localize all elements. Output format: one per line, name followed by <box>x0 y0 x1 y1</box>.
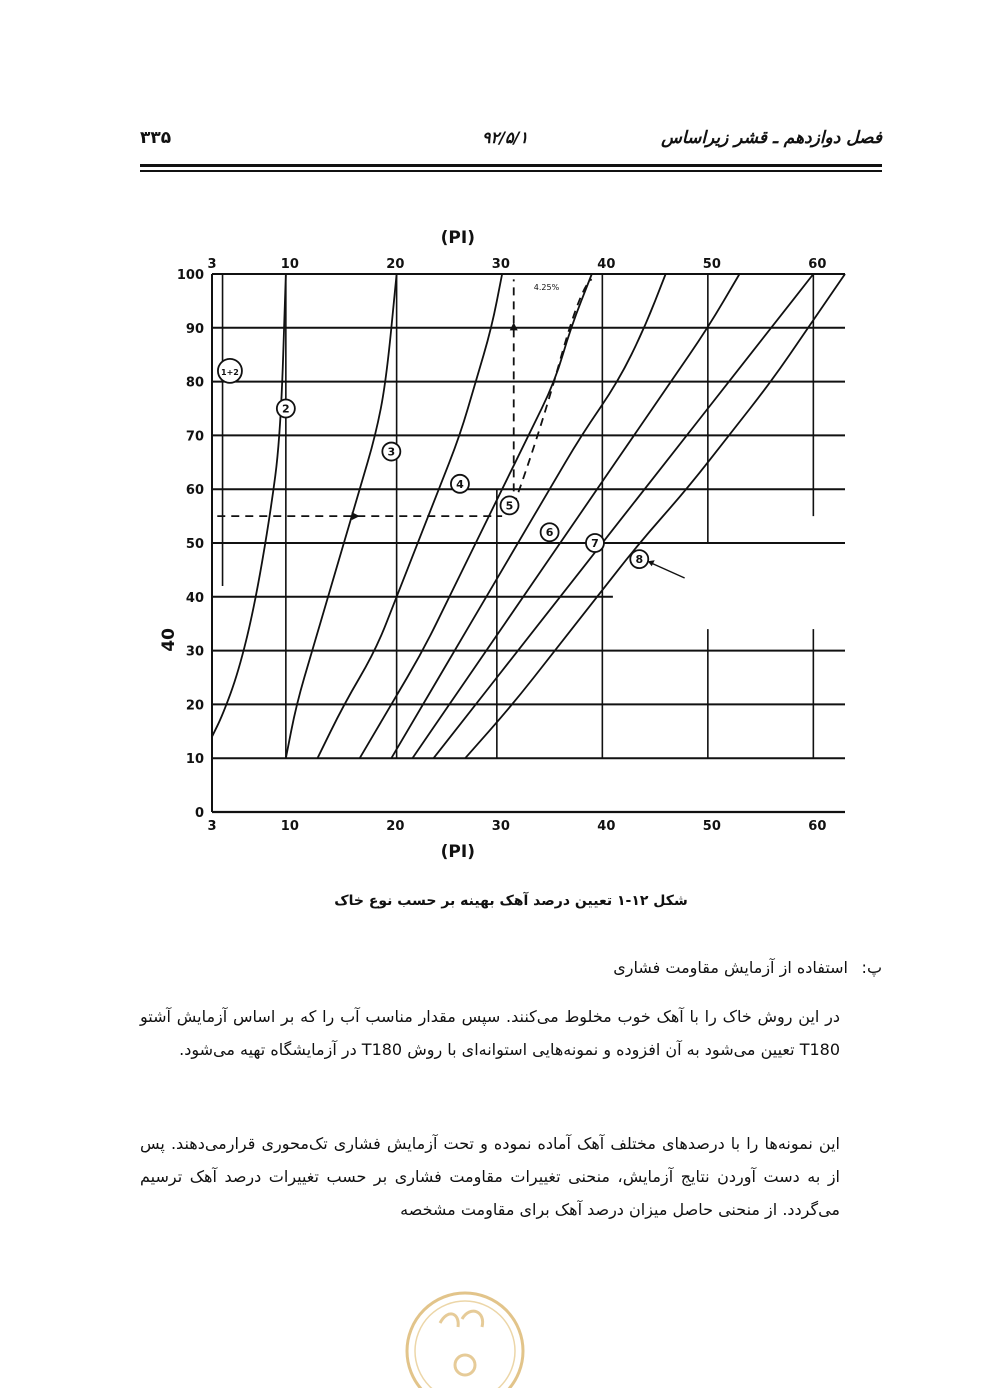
paragraph-1: در این روش خاک را با آهک خوب مخلوط می‌کنند. سپس مقدار مناسب آب را که بر اساس آزمایش آشتو T180 تعیین می‌شود به آن افزوده و نمونه‌هایی استوانه‌ای با روش T180 در آزمایشگاه تهیه می‌شود. <box>140 1007 840 1059</box>
section-title: استفاده از آزمایش مقاومت فشاری <box>613 958 848 977</box>
x-top-tick-label-20: 20 <box>386 257 405 272</box>
y-tick-label-20: 20 <box>185 698 204 714</box>
x-bottom-tick-label-60: 60 <box>808 819 827 834</box>
curve-badge-label-4: 4 <box>456 477 464 491</box>
page-header <box>140 128 882 158</box>
x-top-tick-label-60: 60 <box>808 257 827 272</box>
y-tick-label-80: 80 <box>185 375 204 391</box>
x-bottom-tick-label-3: 3 <box>207 819 217 834</box>
y-tick-label-90: 90 <box>185 321 204 337</box>
x-bottom-axis-title: (PI) <box>440 842 475 862</box>
publisher-seal-watermark <box>400 1283 530 1388</box>
header-rule-thick <box>140 164 882 167</box>
figure-caption: شکل ۱۲-۱ تعیین درصد آهک بهینه بر حسب نوع خاک <box>334 893 688 909</box>
dashed-curve-guide <box>514 279 592 505</box>
lime-content-chart <box>150 215 890 875</box>
curve-badge-label-5: 5 <box>505 499 514 513</box>
y-axis-title: 40 <box>159 628 179 652</box>
chart-curves <box>212 274 845 758</box>
header-rule-thin <box>140 170 882 172</box>
curve-badge-label-3: 3 <box>387 445 396 459</box>
y-tick-label-40: 40 <box>185 590 204 606</box>
chart-svg <box>150 215 890 875</box>
paragraph-2: این نمونه‌ها را با درصدهای مختلف آهک آماده نموده و تحت آزمایش فشاری تک‌محوری قرارمی‌دهند. پس از به دست آوردن نتایج آزمایش، منحنی تغییرات مقاومت فشاری بر حسب تغییرات درصد آهک ترسیم می‌گردد. از منحنی حاصل میزان درصد آهک برای مقاومت مشخصه <box>140 1134 840 1219</box>
arrow-head-right <box>352 512 360 520</box>
curve-badge-label-8: 8 <box>635 553 644 567</box>
curve-8 <box>465 274 845 758</box>
x-bottom-tick-label-40: 40 <box>597 819 616 834</box>
curve-badge-label-2: 2 <box>282 402 290 416</box>
y-tick-label-50: 50 <box>185 537 204 552</box>
curve-badge-label-7: 7 <box>591 537 599 550</box>
curve-badge-label-1+2: 1+2 <box>221 367 239 377</box>
x-top-tick-label-10: 10 <box>280 257 299 272</box>
x-top-tick-label-30: 30 <box>491 257 510 272</box>
y-tick-label-10: 10 <box>185 752 204 768</box>
x-top-tick-label-50: 50 <box>702 257 721 272</box>
x-top-tick-label-40: 40 <box>597 257 616 272</box>
x-top-axis-title: (PI) <box>440 228 475 248</box>
x-bottom-tick-label-20: 20 <box>386 819 405 834</box>
section-heading <box>140 958 882 977</box>
y-tick-label-0: 0 <box>194 806 204 821</box>
y-tick-label-60: 60 <box>185 483 204 499</box>
x-top-tick-label-3: 3 <box>207 257 217 272</box>
y-tick-label-30: 30 <box>185 644 204 660</box>
arrow-head-up <box>510 322 518 330</box>
seal-icon <box>400 1283 530 1388</box>
x-bottom-tick-label-10: 10 <box>280 819 299 834</box>
document-code: ۹۲/۵/۱ <box>482 128 529 147</box>
y-tick-label-70: 70 <box>185 429 204 445</box>
x-bottom-tick-label-50: 50 <box>702 819 721 834</box>
curve-badge-label-6: 6 <box>545 526 554 540</box>
y-tick-label-100: 100 <box>176 268 204 283</box>
section-marker: پ: <box>861 958 882 977</box>
x-bottom-tick-label-30: 30 <box>491 819 510 834</box>
pointer-line <box>651 563 685 578</box>
page-number: ۳۳۵ <box>140 128 172 148</box>
annotation-percent: 4.25% <box>533 283 560 293</box>
chapter-title: فصل دوازدهم ـ قشر زیراساس <box>661 128 882 148</box>
